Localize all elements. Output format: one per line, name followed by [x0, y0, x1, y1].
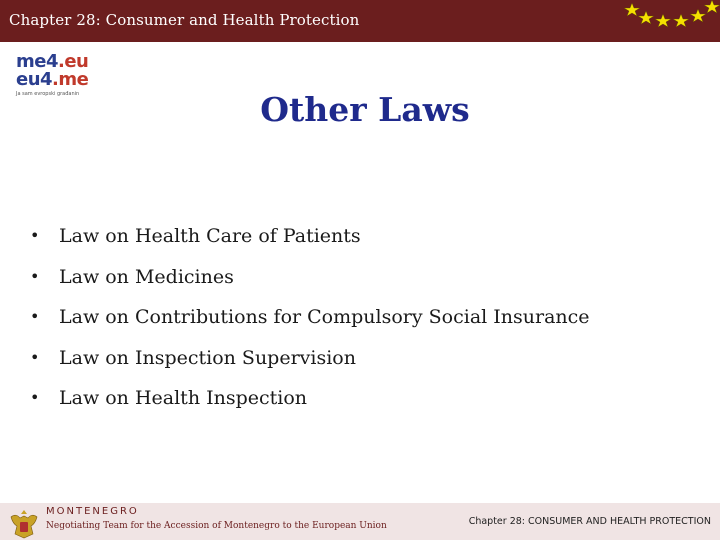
slide-header: [0, 0, 720, 42]
star-icon: [624, 3, 640, 16]
star-icon: [655, 14, 671, 27]
bullet-icon: •: [30, 388, 40, 407]
eu-stars-icon: [0, 0, 720, 42]
slide-title: Other Laws: [260, 90, 470, 129]
list-item: [30, 263, 590, 304]
header-title: Chapter 28: Consumer and Health Protection: [9, 11, 360, 29]
list-item-text: Law on Medicines: [59, 265, 234, 288]
bullet-icon: •: [30, 347, 40, 367]
star-icon: [673, 14, 689, 27]
logo-line-2: [16, 71, 112, 89]
list-item: [30, 222, 590, 263]
logo-tagline: Ja sam evropski građanin: [16, 91, 80, 97]
list-item: [30, 384, 590, 425]
slide-footer: [0, 503, 720, 540]
bullet-list: [30, 222, 590, 425]
bullet-icon: •: [30, 307, 40, 326]
footer-country: MONTENEGRO: [46, 506, 139, 517]
footer-team: Negotiating Team for the Accession of Montenegro to the European Union: [46, 521, 387, 531]
montenegro-coat-of-arms-icon: [7, 508, 41, 540]
logo-text: .eu: [58, 51, 89, 72]
list-item-text: Law on Inspection Supervision: [59, 346, 356, 369]
list-item-text: Law on Contributions for Compulsory Social Insurance: [59, 306, 590, 328]
footer-chapter: Chapter 28: CONSUMER AND HEALTH PROTECTION: [468, 516, 711, 527]
logo-text: eu4: [16, 69, 53, 90]
list-item: [30, 344, 590, 385]
logo-text: me4: [16, 51, 58, 72]
logo-text: .me: [52, 69, 89, 90]
star-icon: [690, 9, 706, 22]
star-icon: [638, 11, 654, 24]
list-item: [30, 303, 590, 344]
star-icon: [704, 0, 720, 13]
bullet-icon: •: [30, 266, 40, 286]
list-item-text: Law on Health Inspection: [59, 387, 308, 409]
bullet-icon: •: [30, 226, 40, 245]
list-item-text: Law on Health Care of Patients: [59, 225, 361, 247]
